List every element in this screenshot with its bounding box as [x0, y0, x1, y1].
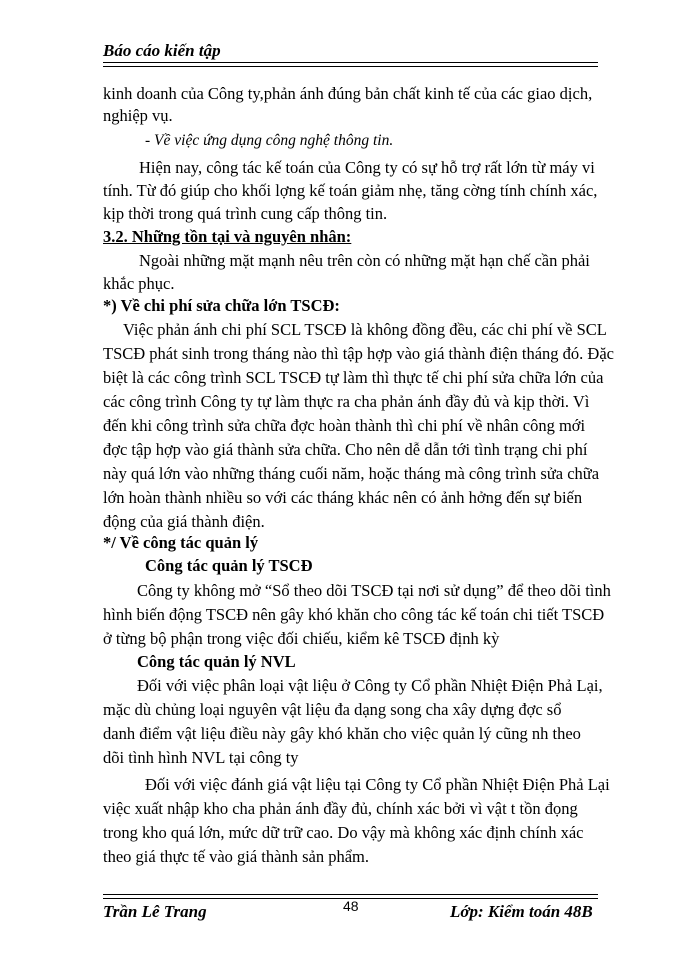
text-line: trong kho quá lớn, mức dữ trữ cao. Do vậy mà không xác định chính xác — [103, 823, 584, 842]
text-line: khắc phục. — [103, 274, 175, 293]
text-line: đến khi công trình sửa chữa đợc hoàn thành thì chi phí về nhân công mới — [103, 416, 586, 435]
subheading-materials: Công tác quản lý NVL — [137, 652, 296, 671]
text-line: động của giá thành điện. — [103, 512, 265, 531]
header-title: Báo cáo kiến tập — [103, 41, 221, 60]
header-rule-top — [103, 62, 598, 63]
report-body — [103, 84, 614, 866]
text-line: các công trình Công ty tự làm thực ra cha phản ánh đầy đủ và kịp thời. Vì — [103, 392, 590, 411]
text-line: hình biến động TSCĐ nên gây khó khăn cho công tác kế toán chi tiết TSCĐ — [103, 605, 605, 624]
text-line: dõi tình hình NVL tại công ty — [103, 748, 299, 767]
footer-rule-top — [103, 894, 598, 895]
subheading-management: */ Về công tác quản lý — [103, 533, 259, 552]
text-line: TSCĐ phát sinh trong tháng nào thì tập hợp vào giá thành điện tháng đó. Đặc — [103, 344, 614, 363]
text-line: tính. Từ đó giúp cho khối lợng kế toán giảm nhẹ, tăng cờng tính chính xác, — [103, 181, 598, 200]
text-line: biệt là các công trình SCL TSCĐ tự làm thì thực tế chi phí sửa chữa lớn của — [103, 368, 604, 387]
section-heading-3-2: 3.2. Những tồn tại và nguyên nhân: — [103, 227, 352, 246]
text-line: Ngoài những mặt mạnh nêu trên còn có những mặt hạn chế cần phải — [139, 251, 590, 270]
text-line: mặc dù chủng loại nguyên vật liệu đa dạng song cha xây dựng đợc sổ — [103, 700, 562, 719]
footer-author: Trần Lê Trang — [103, 902, 207, 921]
text-line: Đối với việc phân loại vật liệu ở Công ty Cổ phần Nhiệt Điện Phả Lại, — [137, 676, 603, 695]
text-line: Công ty không mở “Sổ theo dõi TSCĐ tại nơi sử dụng” để theo dõi tình — [137, 581, 611, 600]
subheading-fixed-assets: Công tác quản lý TSCĐ — [145, 556, 313, 575]
header-rule-bottom — [103, 66, 598, 67]
text-line: danh điểm vật liệu điều này gây khó khăn cho việc quản lý cũng nh theo — [103, 724, 581, 743]
footer-class: Lớp: Kiểm toán 48B — [450, 902, 593, 921]
text-line: Việc phản ánh chi phí SCL TSCĐ là không đồng đều, các chi phí về SCL — [123, 320, 607, 339]
text-line: kịp thời trong quá trình cung cấp thông tin. — [103, 204, 388, 223]
page-number: 48 — [343, 898, 359, 914]
text-line: này quá lớn vào những tháng cuối năm, hoặc tháng mà công trình sửa chữa — [103, 464, 600, 483]
subheading-it: - Về việc ứng dụng công nghệ thông tin. — [145, 132, 394, 149]
subheading-repair-cost: *) Về chi phí sửa chữa lớn TSCĐ: — [103, 296, 340, 315]
text-line: theo giá thực tế vào giá thành sản phẩm. — [103, 847, 369, 866]
text-line: nghiệp vụ. — [103, 106, 173, 125]
text-line: lớn hoàn thành nhiều so với các tháng khác nên có ảnh hởng đến sự biến — [103, 488, 583, 507]
text-line: kinh doanh của Công ty,phản ánh đúng bản chất kinh tế của các giao dịch, — [103, 84, 593, 103]
text-line: đợc tập hợp vào giá thành sửa chữa. Cho nên dễ dẫn tới tình trạng chi phí — [103, 440, 588, 459]
text-line: Đối với việc đánh giá vật liệu tại Công ty Cổ phần Nhiệt Điện Phả Lại — [145, 775, 610, 794]
text-line: ở từng bộ phận trong việc đối chiếu, kiểm kê TSCĐ định kỳ — [103, 629, 500, 648]
text-line: việc xuất nhập kho cha phản ánh đầy đủ, chính xác bởi vì vật t tồn đọng — [103, 799, 578, 818]
text-line: Hiện nay, công tác kế toán của Công ty có sự hỗ trợ rất lớn từ máy vi — [139, 158, 595, 177]
